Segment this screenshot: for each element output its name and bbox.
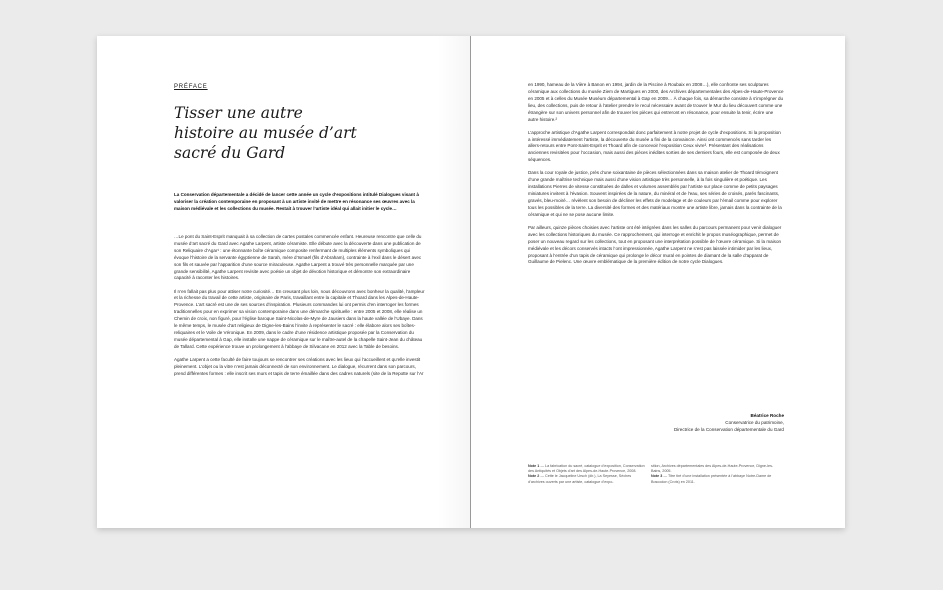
intro-paragraph: La Conservation départementale a décidé de lancer cette année un cycle d’expositions intitulé Dialogues visant à valoriser la création contemporaine en proposant à un artiste invité de mettre en résonance ses œuvres avec la maison médiévale et les collections du musée. Restait à trouver l’artiste idéal qui allait initier le cycle… xyxy=(174,192,419,211)
footnote xyxy=(651,464,783,474)
paragraph: Agathe Larpent a cette faculté de faire toujours se rencontrer ses créations avec les lieux qui l’accueillent et qu’elle investit pleinement. L’objet ou la vitre n’est jamais déconnecté de son environnement. Le dialogue, récurrent dans son parcours, prend différentes formes : elle inscrit ses murs et tapis de terre émaillée dans des cadres naturels (site de la Repotte sur l’Aï xyxy=(174,356,424,376)
paragraph: en 1990, hameau de la Vière à Banon en 1994, jardin de la Piscine à Roubaix en 2008…), elle confronte ses sculptures céramique aux collections du musée Ziem de Martigues en 2000, des Archives départementales des Alpes-de-Haute-Provence en 2005 et à celles du Musée Muséum départemental à Gap en 2009… À chaque fois, sa démarche consiste à s’imprégner du lieu, des collections, puis de retour à l’atelier prendre le recul nécessaire avant de trouver le Mur du lieu découvert comme une étrangère sur son univers personnel afin de trouver les pièces qui entreront en résonance, pour ensuite la tenir, écrire une autre histoire.² xyxy=(528,82,784,122)
signature-name: Béatrice Roche xyxy=(750,413,784,418)
footnotes-column xyxy=(651,464,783,485)
title-line: histoire au musée d’art xyxy=(174,124,357,142)
book-spread xyxy=(97,36,845,528)
footnote-text: — Cette le Jacqueline Ursch (dir.), La Seyesse, Sèches d’archives ouverts par une artiste, catalogue d’expo- xyxy=(528,474,632,484)
signature-block xyxy=(528,413,784,433)
paragraph: L’approche artistique d’Agathe Larpent correspondait donc parfaitement à notre projet de cycle d’expositions. Si la proposition a intéressé immédiatement l’artiste, la découverte du musée a fini de la convaincre. Ainsi ont commencés sans tarder les allers-retours entre Pont-Saint-Esprit et Thoard afin de concevoir l’exposition Ceux vivre³. Présentant des réalisations anciennes revisitées pour l’occasion, mais aussi des pièces inédites sorties de ses derniers fours, elle est composée de deux séquences. xyxy=(528,129,781,163)
footnote-label: Note 2 xyxy=(528,474,540,479)
right-body-text xyxy=(528,82,784,273)
footnote xyxy=(528,464,648,474)
paragraph: Dans la cour royale de justice, près d’une soixantaine de pièces sélectionnées dans sa maison atelier de Thoard témoignent d’une grande maîtrise technique mais aussi d’une vision artistique très personnelle, à la fois singulière et poétique. Les installations Pierres de vitesse constituées de dalles et volumes assemblés par l’artiste sur place comme de petits paysages miniatures invitent à l’évasion. Souvent inspirées de la nature, du minéral et de l’eau, ses séries de croisés, parés fascinants, gravés, bleu-moiré… révèlent son besoin de décliner les effets de modelage et de couleurs par l’émail comme pour explorer tous les possibles de la terre. La diversité des formes et des matériaux montre une artiste libre, jamais dans la contrainte de la céramique et qui ne se pose aucune limite. xyxy=(528,170,782,217)
footnotes-column xyxy=(528,464,648,485)
footnote-label: Note 1 xyxy=(528,464,540,468)
signature-title: Directrice de la Conservation départementale du Gard xyxy=(673,426,784,432)
title-line: sacré du Gard xyxy=(174,144,286,162)
paragraph: Par ailleurs, quinze pièces choisies avec l’artiste ont été intégrées dans les salles du parcours permanent pour venir dialoguer avec les collections historiques du musée. Ce rapprochement, qui interroge et enrichit le propos muséographique, permet de poser un nouveau regard sur les collections, tout en proposant une interprétation possible de l’œuvre céramique. Si la maison médiévale et les décors conservés intacts l’ont impressionnée, Agathe Larpent ne s’est pas laissée intimider par les lieux, proposant à l’entrée d’un tapis de céramique qui prolonge le décor mural en pointes de diamant de la salle d’apparat de Guillaume de Pielenc. Une œuvre emblématique de la première édition de notre cycle Dialogues. xyxy=(528,224,782,265)
footnote-text: — La fabrication du sacré, catalogue d’exposition, Conservation des Antiquités et Objets d’art des Alpes-de-Haute-Provence, 2008. xyxy=(528,464,645,474)
right-page xyxy=(471,36,845,528)
paragraph: Il n’en fallait pas plus pour attiser notre curiosité… En creusant plus loin, nous découvrons avec bonheur la qualité, l’ampleur et la richesse du travail de cette artiste, originaire de Paris, travaillant entre la capitale et Thoard dans les Alpes-de-Haute-Provence. L’art sacré est une de ses sources d’inspiration. Plusieurs commandes lui ont permis d’en interroger les formes traditionnelles pour en exprimer sa vision contemporaine dans une démarche spirituelle : entre 2005 et 2008, elle réalise un Chemin de croix, non figuré, pour l’église baroque Saint-Nicolas-de-Myre de Jausiers dans la haute vallée de l’Ubaye. Dans le même temps, le musée d’art religieux de Digne-les-Bains l’invite à représenter le sacré : elle élabore alors ses boîtes-reliquaires et le Voile de Véronique. En 2009, dans le cadre d’une résidence artistique proposée par la Conservation du musée départemental à Gap, elle installe une nappe de céramique sur le maître-autel de la chapelle Saint-Jean du château de Tallard. Cette expérience trouve un prolongement à l’abbaye de Silvacane en 2012 avec la Table de besoins. xyxy=(174,288,425,349)
footnote xyxy=(528,474,648,484)
section-label: PRÉFACE xyxy=(174,84,208,90)
left-page xyxy=(97,36,471,528)
footnote xyxy=(651,474,783,484)
footnote-text: — Titre tiré d’une installation présentée à l’abbaye Notre-Dame de Boscodon (Crots) en 2011. xyxy=(651,474,772,484)
left-body-text xyxy=(174,234,426,384)
signature-title: Conservatrice du patrimoine, xyxy=(725,419,784,425)
footnote-label: Note 3 xyxy=(651,474,663,479)
gutter-shadow xyxy=(437,36,471,528)
title-line: Tisser une autre xyxy=(174,104,303,122)
footnote-text: sition, Archives départementales des Alpes-de-Haute-Provence, Digne-les-Bains, 2005. xyxy=(651,464,774,474)
paragraph: …Le pont du Saint-Esprit manquait à sa collection de cartes postales commencée enfant. Heureuse rencontre que celle du musée d’art sacré du Gard avec Agathe Larpent, artiste céramiste. Elle débute avec la découverte dans une publication de son Reliquaire d’Agar¹ : une étonnante boîte céramique composite renfermant de multiples éléments symboliques qui évoque l’histoire de la servante égyptienne de Sarah, mère d’Ismaël (fils d’Abraham), contrainte à l’exil dans le désert avec son fils et sauvée par l’apparition d’une source miraculeuse. Agathe Larpent a trouvé très personnelle marquée par une grande sensibilité, Agathe Larpent revisite avec poésie un objet de dévotion historique et démontre son extraordinaire capacité à raconter les histoires. xyxy=(174,234,422,281)
page-gutter xyxy=(470,36,471,528)
page-title xyxy=(174,103,424,163)
